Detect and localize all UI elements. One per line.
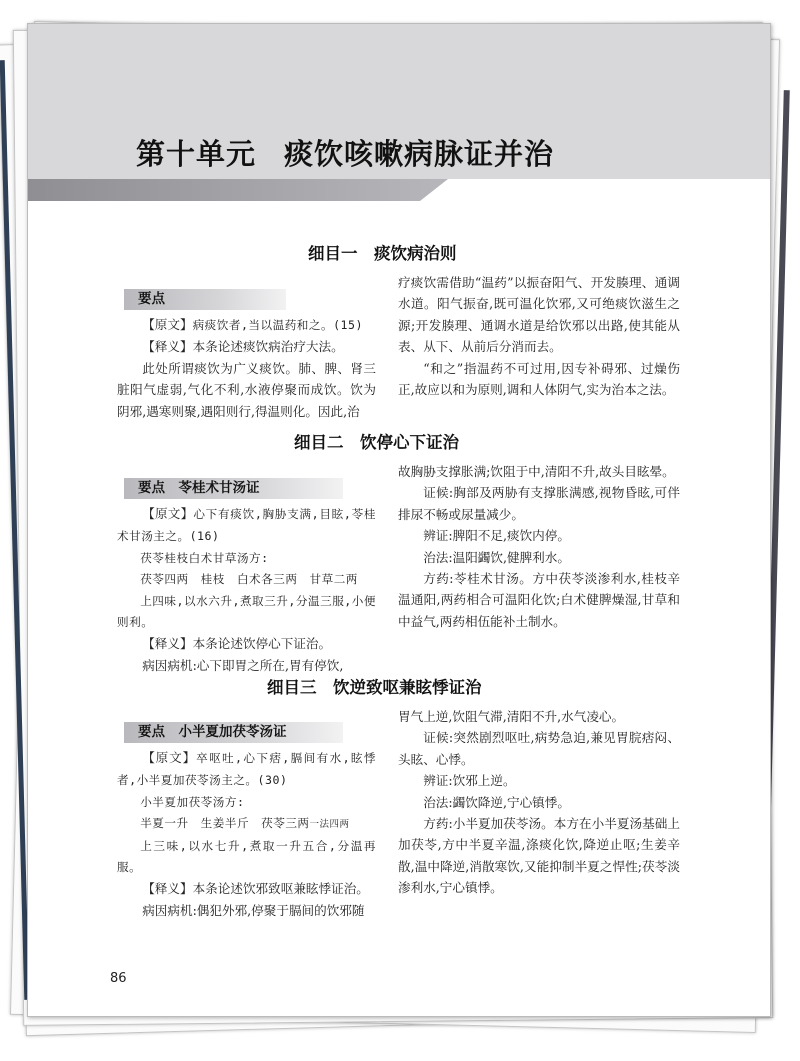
book-page [27, 23, 771, 1017]
section3-method: 上三味,以水七升,煮取一升五合,分温再服。 [117, 838, 376, 875]
section2-left-column [117, 503, 376, 676]
section1-body: 此处所谓痰饮为广义痰饮。肺、脾、肾三脏阳气虚弱,气化不利,水液停聚而成饮。饮为阴邪,遇寒则聚,遇阳则行,得温则化。因此,治 [117, 360, 376, 419]
section3-shiyi: 【释义】本条论述饮邪致呕兼眩悸证治。 [142, 881, 369, 897]
section2-heading: 细目二 饮停心下证治 [294, 433, 459, 452]
banner-stripe-cut [420, 179, 771, 201]
section2-right-p1: 故胸胁支撑胀满;饮阻于中,清阳不升,故头目眩晕。 [398, 464, 675, 479]
page-number: 86 [110, 971, 127, 986]
chapter-title [136, 132, 554, 173]
section3-yuanwen: 【原文】卒呕吐,心下痞,膈间有水,眩悸者,小半夏加茯苓汤主之。(30) [117, 750, 376, 788]
section1-shiyi: 【释义】本条论述痰饮病治疗大法。 [142, 339, 344, 355]
section1-right-column [398, 272, 680, 400]
section3-right-column [398, 706, 680, 899]
section3-yaodian: 要点 小半夏加茯苓汤证 [124, 722, 343, 743]
section3-formula-note: 一法四两 [309, 819, 350, 831]
section3-formula-name: 小半夏加茯苓汤方: [140, 794, 245, 809]
section2-bianzheng: 辨证:脾阳不足,痰饮内停。 [423, 528, 570, 544]
section1-right-p1: 疗痰饮需借助“温药”以振奋阳气、开发腠理、通调水道。阳气振奋,既可温化饮邪,又可绝痰饮滋生之源;开发腠理、通调水道是给饮邪以出路,使其能从表、从下、从前后分消而去。 [398, 275, 680, 355]
section3-zhenghou: 证候:突然剧烈呕吐,病势急迫,兼见胃脘痞闷、头眩、心悸。 [398, 730, 680, 767]
chapter-unit: 第十单元 [136, 137, 257, 171]
section1-yaodian: 要点 [124, 289, 286, 310]
section3-formula: 半夏一升 生姜半斤 茯苓三两一法四两 [140, 816, 350, 831]
section3-pathogenesis: 病因病机:偶犯外邪,停聚于膈间的饮邪随 [142, 902, 365, 918]
section3-right-p1: 胃气上逆,饮阻气滞,清阳不升,水气凌心。 [398, 709, 625, 724]
section3-bianzheng: 辨证:饮邪上逆。 [423, 773, 516, 789]
chapter-name: 痰饮咳嗽病脉证并治 [284, 137, 555, 171]
section2-zhifa: 治法:温阳蠲饮,健脾利水。 [423, 549, 570, 565]
section2-yaodian: 要点 苓桂术甘汤证 [124, 478, 343, 499]
section1-right-p2: “和之”指温药不可过用,因专补碍邪、过燥伤正,故应以和为原则,调和人体阴气,实为治本之法。 [398, 360, 680, 398]
section2-zhenghou: 证候:胸部及两胁有支撑胀满感,视物昏眩,可伴排尿不畅或尿量减少。 [398, 485, 680, 522]
section1-left-column [117, 314, 376, 422]
section3-fangyao: 方药:小半夏加茯苓汤。本方在小半夏汤基础上加茯苓,方中半夏辛温,涤痰化饮,降逆止呕;生姜辛散,温中降逆,消散寒饮,又能抑制半夏之悍性;茯苓淡渗利水,宁心镇悸。 [398, 816, 680, 896]
section2-fangyao: 方药:苓桂术甘汤。方中茯苓淡渗利水,桂枝辛温通阳,两药相合可温阳化饮;白术健脾燥湿,甘草和中益气,两药相伍能补土制水。 [398, 571, 680, 629]
section1-yuanwen: 【原文】病痰饮者,当以温药和之。(15) [142, 317, 363, 332]
section3-zhifa: 治法:蠲饮降逆,宁心镇悸。 [423, 794, 570, 810]
section3-left-column [117, 747, 376, 921]
section2-method: 上四味,以水六升,煮取三升,分温三服,小便则利。 [117, 593, 376, 630]
section3-heading: 细目三 饮逆致呕兼眩悸证治 [267, 678, 482, 697]
section2-pathogenesis: 病因病机:心下即胃之所在,胃有停饮, [142, 657, 344, 673]
section1-heading: 细目一 痰饮病治则 [308, 244, 457, 263]
section2-yuanwen: 【原文】心下有痰饮,胸胁支满,目眩,苓桂术甘汤主之。(16) [117, 506, 376, 544]
section2-formula-name: 茯苓桂枝白术甘草汤方: [140, 550, 269, 565]
section2-shiyi: 【释义】本条论述饮停心下证治。 [142, 636, 332, 652]
section2-right-column [398, 461, 680, 632]
section2-formula: 茯苓四两 桂枝 白术各三两 甘草二两 [140, 572, 358, 587]
